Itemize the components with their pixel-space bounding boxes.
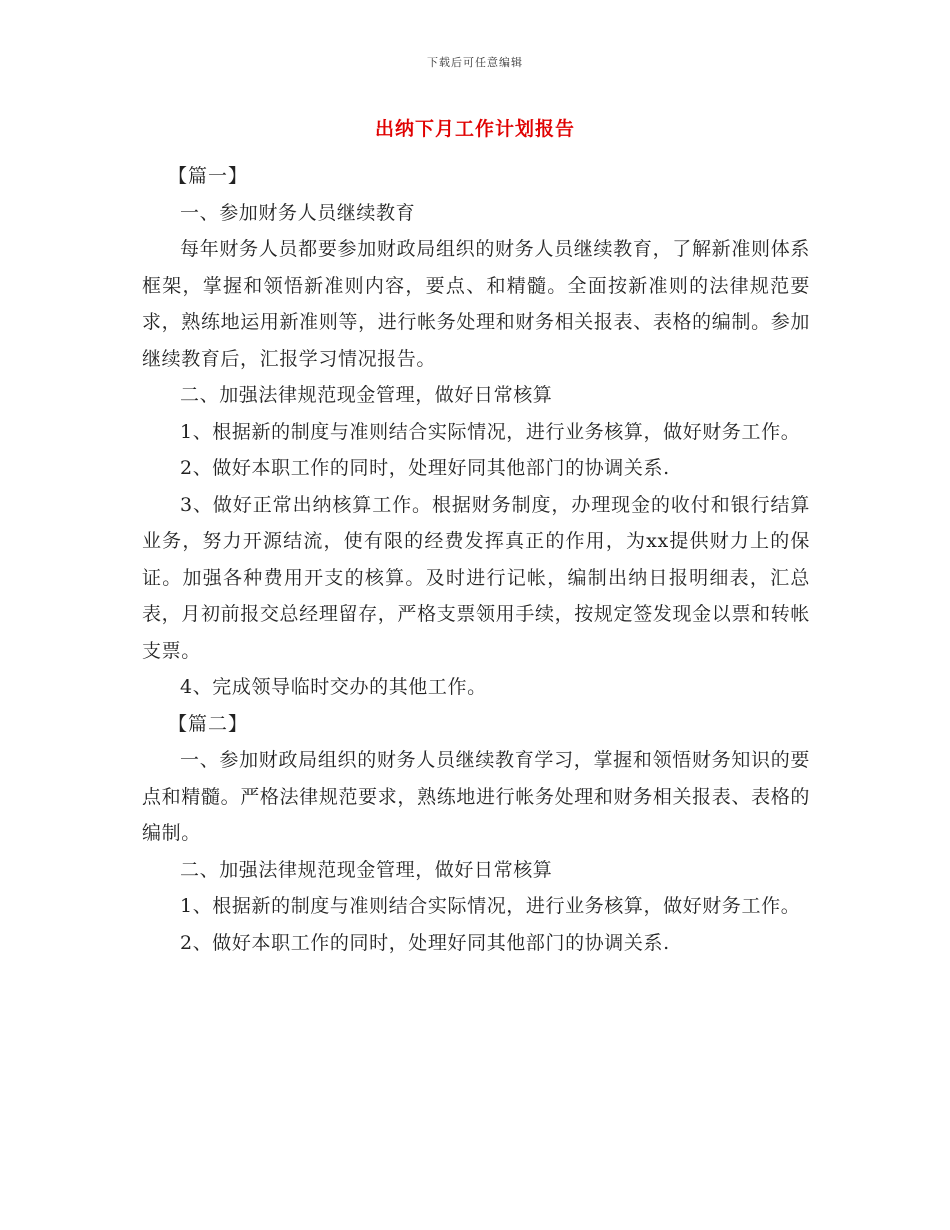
paragraph: 二、加强法律规范现金管理，做好日常核算 <box>180 384 553 406</box>
paragraph: 2、做好本职工作的同时，处理好同其他部门的协调关系. <box>180 931 670 954</box>
section-heading: 【篇一】 <box>168 165 249 187</box>
document-body <box>142 158 810 961</box>
paragraph: 1、根据新的制度与准则结合实际情况，进行业务核算，做好财务工作。 <box>180 420 801 443</box>
paragraph: 一、参加财政局组织的财务人员继续教育学习，掌握和领悟财务知识的要点和精髓。严格法律规范要求，熟练地进行帐务处理和财务相关报表、表格的编制。 <box>142 749 810 844</box>
document-title: 出纳下月工作计划报告 <box>374 118 575 140</box>
section-1 <box>142 158 810 706</box>
paragraph: 2、做好本职工作的同时，处理好同其他部门的协调关系. <box>180 457 670 479</box>
paragraph: 二、加强法律规范现金管理，做好日常核算 <box>180 858 553 881</box>
section-2 <box>142 706 810 962</box>
paragraph: 3、做好正常出纳核算工作。根据财务制度，办理现金的收付和银行结算业务，努力开源结流，使有限的经费发挥真正的作用，为xx提供财力上的保证。加强各种费用开支的核算。及时进行记帐，编制出纳日报明细表，汇总表，月初前报交总经理留存，严格支票领用手续，按规定签发现金以票和转帐支票。 <box>142 493 810 662</box>
page-header-note: 下载后可任意编辑 <box>427 56 523 69</box>
paragraph: 4、完成领导临时交办的其他工作。 <box>180 676 487 698</box>
paragraph: 1、根据新的制度与准则结合实际情况，进行业务核算，做好财务工作。 <box>180 895 801 917</box>
section-heading: 【篇二】 <box>168 712 249 735</box>
paragraph: 一、参加财务人员继续教育 <box>180 201 416 224</box>
paragraph: 每年财务人员都要参加财政局组织的财务人员继续教育，了解新准则体系框架，掌握和领悟新准则内容，要点、和精髓。全面按新准则的法律规范要求，熟练地运用新准则等，进行帐务处理和财务相关报表、表格的编制。参加继续教育后，汇报学习情况报告。 <box>142 238 810 370</box>
